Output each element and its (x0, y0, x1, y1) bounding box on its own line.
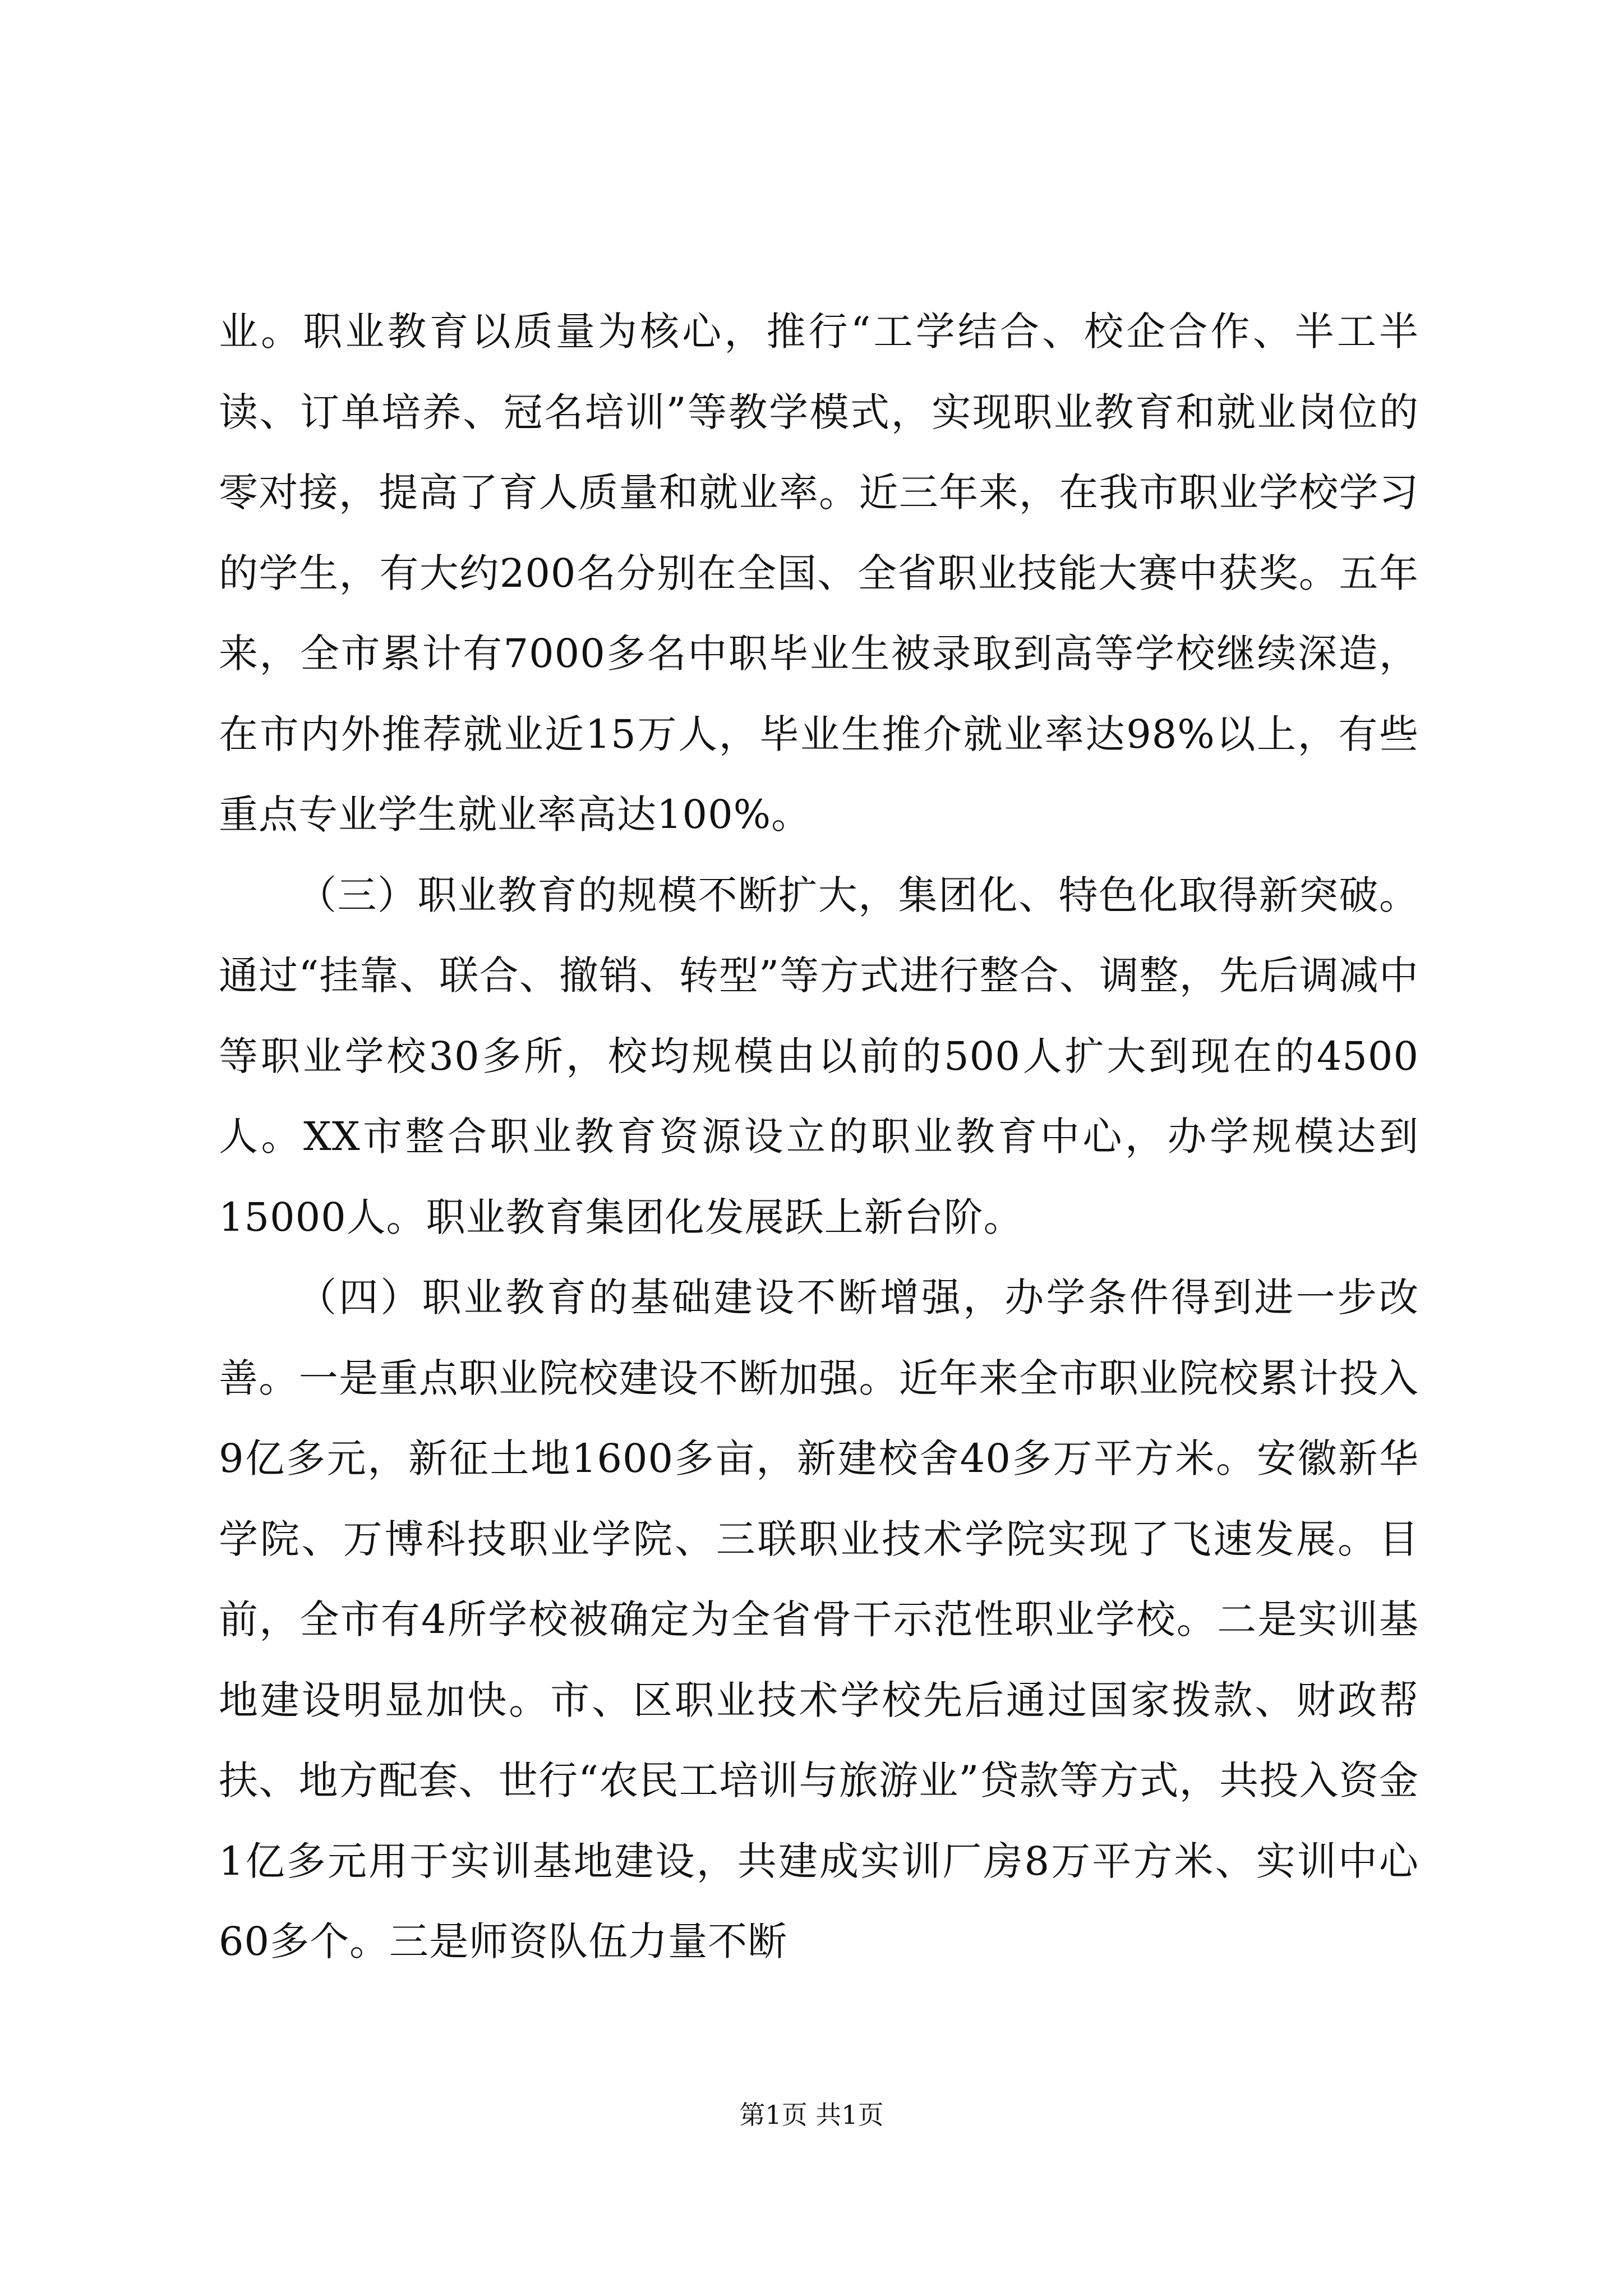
paragraph-section-three: （三）职业教育的规模不断扩大，集团化、特色化取得新突破。通过“挂靠、联合、撤销、转型”等方式进行整合、调整，先后调减中等职业学校30多所，校均规模由以前的500人扩大到现在的4500人。XX市整合职业教育资源设立的职业教育中心，办学规模达到15000人。职业教育集团化发展跃上新台阶。 (219, 872, 1419, 1240)
document-body (219, 292, 1419, 1982)
paragraph-section-four: （四）职业教育的基础建设不断增强，办学条件得到进一步改善。一是重点职业院校建设不断加强。近年来全市职业院校累计投入9亿多元，新征土地1600多亩，新建校舍40多万平方米。安徽新华学院、万博科技职业学院、三联职业技术学院实现了飞速发展。目前，全市有4所学校被确定为全省骨干示范性职业学校。二是实训基地建设明显加快。市、区职业技术学校先后通过国家拨款、财政帮扶、地方配套、世行“农民工培训与旅游业”贷款等方式，共投入资金1亿多元用于实训基地建设，共建成实训厂房8万平方米、实训中心60多个。三是师资队伍力量不断 (219, 1274, 1419, 1964)
paragraph-continuation: 业。职业教育以质量为核心，推行“工学结合、校企合作、半工半读、订单培养、冠名培训”等教学模式，实现职业教育和就业岗位的零对接，提高了育人质量和就业率。近三年来，在我市职业学校学习的学生，有大约200名分别在全国、全省职业技能大赛中获奖。五年来，全市累计有7000多名中职毕业生被录取到高等学校继续深造，在市内外推荐就业近15万人，毕业生推介就业率达98%以上，有些重点专业学生就业率高达100%。 (219, 309, 1419, 838)
page-number-footer: 第1页 共1页 (739, 2100, 884, 2130)
